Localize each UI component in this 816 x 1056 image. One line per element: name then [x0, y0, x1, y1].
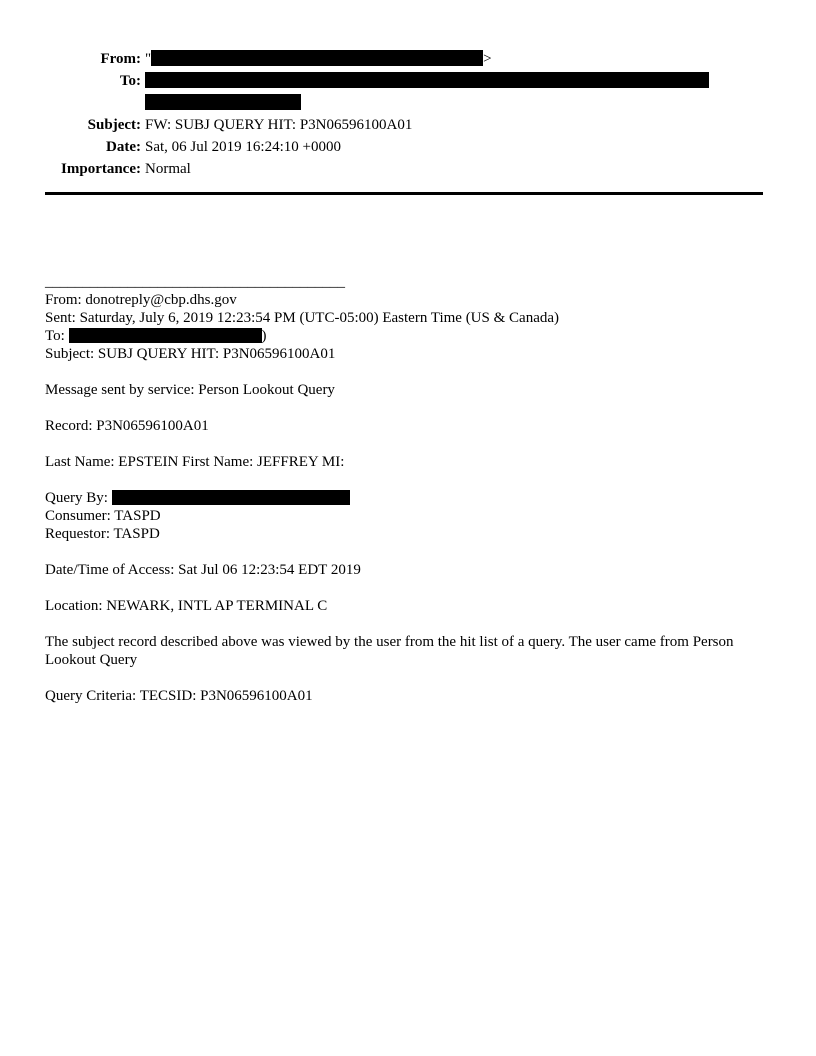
- date-label: Date:: [106, 139, 141, 155]
- subject-label: Subject:: [87, 117, 141, 133]
- blank-line: [45, 435, 765, 453]
- subject-record-paragraph: The subject record described above was viewed by the user from the hit list of a query. The user came from Person Lookout Query: [45, 634, 734, 668]
- header-row-importance: [45, 158, 763, 180]
- subject-value: FW: SUBJ QUERY HIT: P3N06596100A01: [145, 117, 413, 133]
- forward-separator: ________________________________________: [45, 274, 345, 290]
- query-by-prefix: Query By:: [45, 490, 112, 506]
- fwd-to-prefix: To:: [45, 328, 69, 344]
- record-line: Record: P3N06596100A01: [45, 418, 209, 434]
- blank-line: [45, 579, 765, 597]
- to-redaction-bar-line2: [145, 94, 301, 110]
- header-row-from: [45, 48, 763, 70]
- from-value: [145, 48, 763, 70]
- blank-line: [45, 669, 765, 687]
- fwd-sent-line: Sent: Saturday, July 6, 2019 12:23:54 PM (UTC-05:00) Eastern Time (US & Canada): [45, 310, 559, 326]
- importance-value: Normal: [145, 161, 191, 177]
- location-line: Location: NEWARK, INTL AP TERMINAL C: [45, 598, 328, 614]
- access-line: Date/Time of Access: Sat Jul 06 12:23:54 EDT 2019: [45, 562, 361, 578]
- blank-line: [45, 471, 765, 489]
- query-criteria-line: Query Criteria: TECSID: P3N06596100A01: [45, 688, 313, 704]
- blank-line: [45, 399, 765, 417]
- header-divider-rule: [45, 192, 763, 195]
- fwd-from-line: From: donotreply@cbp.dhs.gov: [45, 292, 237, 308]
- blank-line: [45, 615, 765, 633]
- blank-line: [45, 363, 765, 381]
- fwd-to-line: [45, 327, 765, 345]
- email-body: [45, 273, 765, 705]
- name-line: Last Name: EPSTEIN First Name: JEFFREY MI:: [45, 454, 345, 470]
- service-line: Message sent by service: Person Lookout Query: [45, 382, 335, 398]
- header-row-date: [45, 136, 763, 158]
- from-suffix: >: [483, 51, 492, 67]
- query-by-line: [45, 489, 765, 507]
- to-redaction-bar-line1: [145, 72, 709, 88]
- fwd-to-suffix: ): [261, 328, 267, 344]
- query-by-redaction-bar: [112, 490, 350, 505]
- to-label: To:: [119, 73, 141, 89]
- blank-line: [45, 543, 765, 561]
- fwd-subject-line: Subject: SUBJ QUERY HIT: P3N06596100A01: [45, 346, 336, 362]
- header-row-subject: [45, 114, 763, 136]
- requestor-line: Requestor: TASPD: [45, 526, 160, 542]
- consumer-line: Consumer: TASPD: [45, 508, 161, 524]
- from-label: From:: [100, 51, 141, 67]
- from-redaction-bar: [151, 50, 483, 66]
- from-open-quote: ": [145, 51, 152, 67]
- header-row-to: [45, 70, 763, 114]
- to-value: [145, 70, 763, 114]
- email-header: [45, 48, 763, 180]
- date-value: Sat, 06 Jul 2019 16:24:10 +0000: [145, 139, 341, 155]
- importance-label: Importance:: [61, 161, 141, 177]
- fwd-to-redaction-bar: [69, 328, 262, 343]
